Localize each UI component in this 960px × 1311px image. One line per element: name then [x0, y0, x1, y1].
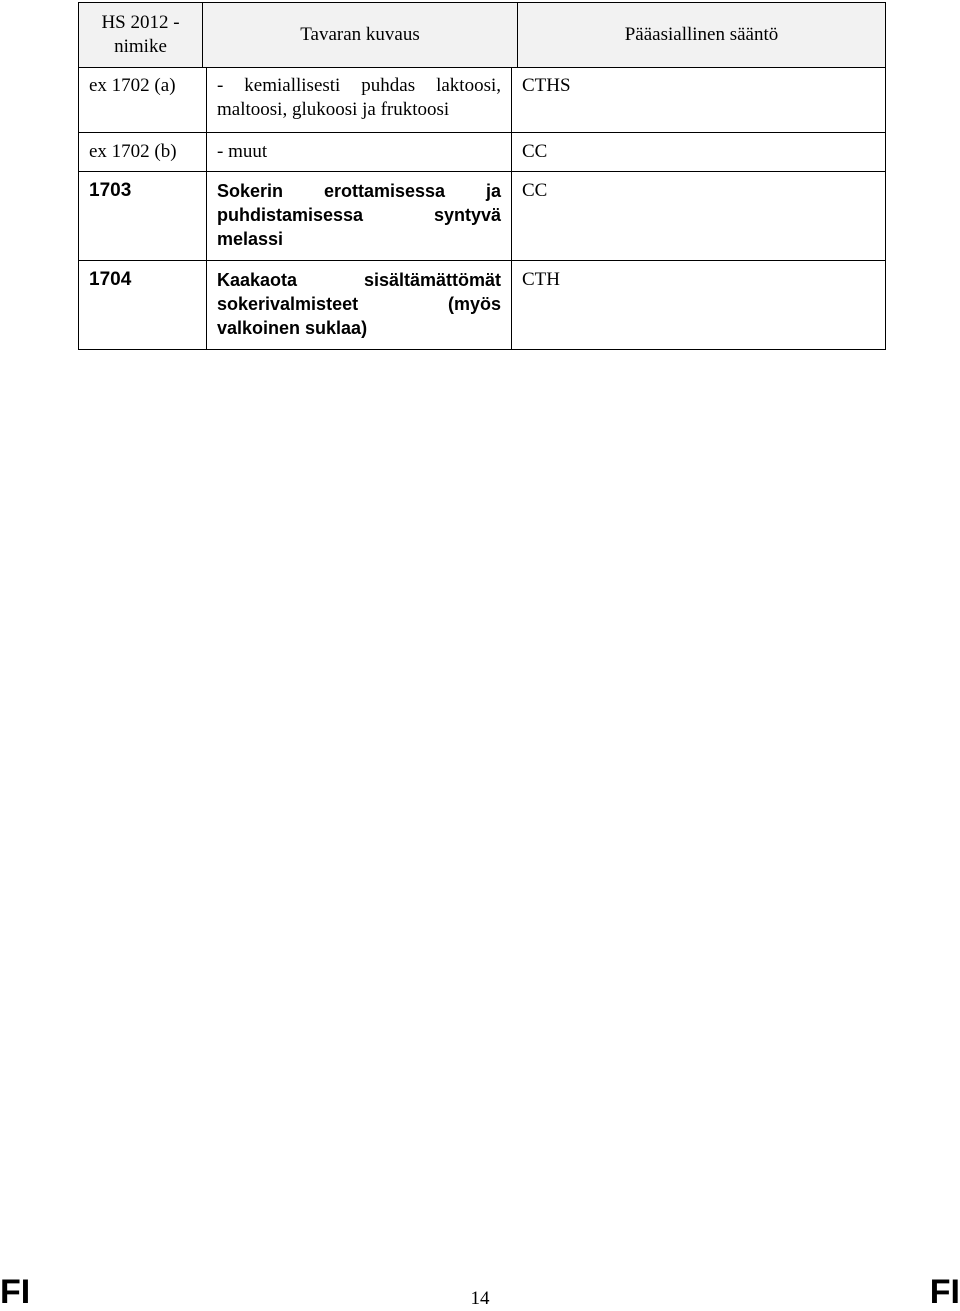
row-4-heading: 1704	[89, 269, 132, 290]
row-1-description-line2: maltoosi, glukoosi ja fruktoosi	[217, 99, 450, 120]
row-2-description-cell	[206, 132, 512, 172]
row-2-heading: ex 1702 (b)	[89, 141, 177, 162]
header-description-cell	[202, 2, 518, 68]
row-1-heading: ex 1702 (a)	[89, 75, 176, 96]
header-heading-line1: HS 2012 -	[101, 12, 180, 33]
row-4-description-line3: valkoinen suklaa)	[217, 318, 368, 338]
header-heading-line2: nimike	[114, 36, 167, 57]
footer-language-code-left: FI	[0, 1273, 31, 1311]
header-rule: Pääasiallinen sääntö	[624, 24, 779, 45]
row-3-description-line3: melassi	[217, 229, 284, 249]
header-heading-cell	[78, 2, 203, 68]
page-number: 14	[470, 1288, 490, 1309]
row-1-rule-cell	[511, 67, 886, 133]
row-1-rule: CTHS	[522, 75, 571, 96]
row-4-description-cell	[206, 260, 512, 350]
row-2-rule-cell	[511, 132, 886, 172]
row-3-description-cell	[206, 171, 512, 261]
row-4-rule: CTH	[522, 269, 560, 290]
footer-language-code-right: FI	[929, 1273, 960, 1311]
row-3-description-line1: Sokerin erottamisessa ja	[217, 181, 501, 201]
row-4-description-line2: sokerivalmisteet (myös	[217, 294, 501, 314]
row-3-heading: 1703	[89, 180, 132, 201]
row-3-description-line2: puhdistamisessa syntyvä	[217, 205, 501, 225]
row-4-description-line1: Kaakaota sisältämättömät	[217, 270, 501, 290]
row-3-rule: CC	[522, 180, 548, 201]
row-2-rule: CC	[522, 141, 548, 162]
rules-table	[78, 2, 886, 348]
header-rule-cell	[517, 2, 886, 68]
row-3-heading-cell	[78, 171, 207, 261]
row-1-description-line1: - kemiallisesti puhdas laktoosi,	[217, 75, 501, 96]
row-1-description-cell	[206, 67, 512, 133]
row-4-heading-cell	[78, 260, 207, 350]
row-3-rule-cell	[511, 171, 886, 261]
row-2-description: - muut	[217, 141, 268, 162]
row-4-rule-cell	[511, 260, 886, 350]
row-2-heading-cell	[78, 132, 207, 172]
row-1-heading-cell	[78, 67, 207, 133]
header-description: Tavaran kuvaus	[300, 24, 420, 45]
